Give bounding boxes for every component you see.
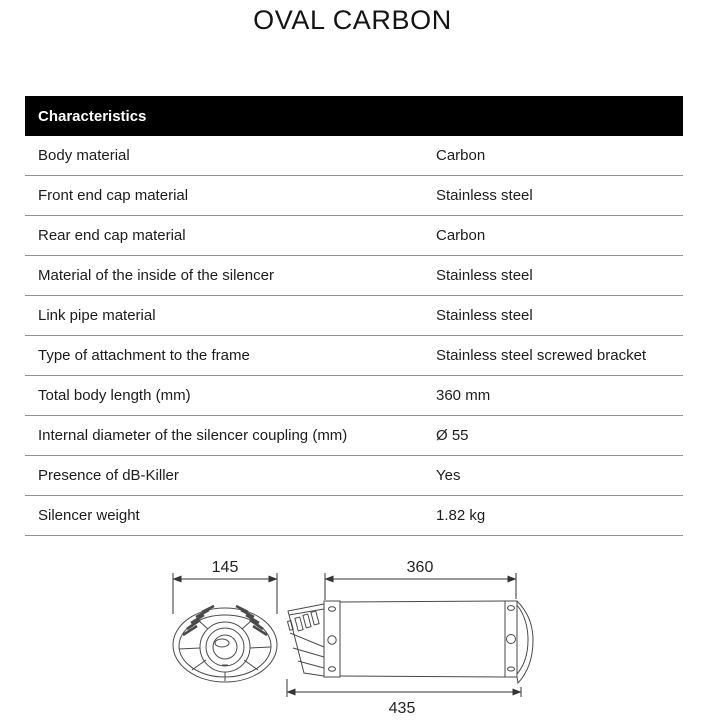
table-row: [25, 256, 683, 296]
spec-value: 1.82 kg: [436, 507, 486, 524]
table-body: [25, 136, 683, 536]
dimension-body-length: [325, 559, 516, 600]
dimension-total-length-label: 435: [388, 700, 416, 717]
technical-drawing: [0, 548, 705, 725]
table-row: [25, 296, 683, 336]
spec-label: Rear end cap material: [38, 227, 186, 244]
table-row: [25, 216, 683, 256]
side-view-inlet-cone: [288, 604, 324, 676]
dimension-body-length-label: 360: [406, 559, 434, 576]
table-header-label: Characteristics: [38, 107, 147, 125]
table-row: [25, 176, 683, 216]
spec-label: Front end cap material: [38, 187, 189, 204]
spec-value: Stainless steel: [436, 187, 533, 204]
front-view-right-vent-slots: [236, 606, 267, 635]
spec-label: Internal diameter of the silencer coupling (mm): [38, 427, 348, 444]
silencer-side-view: [288, 601, 533, 683]
spec-label: Presence of dB-Killer: [38, 467, 179, 484]
table-row: [25, 336, 683, 376]
spec-value: Carbon: [436, 227, 486, 244]
table-header: [25, 96, 683, 136]
silencer-front-view: [173, 606, 277, 682]
spec-value: Stainless steel: [436, 307, 533, 324]
table-row: [25, 136, 683, 176]
spec-label: Material of the inside of the silencer: [38, 267, 274, 284]
characteristics-table: [25, 96, 683, 536]
spec-label: Total body length (mm): [38, 387, 191, 404]
dimension-front-width-label: 145: [211, 559, 239, 576]
spec-label: Body material: [38, 147, 130, 164]
table-row: [25, 496, 683, 536]
spec-label: Link pipe material: [38, 307, 156, 324]
spec-value: 360 mm: [436, 387, 491, 404]
spec-value: Yes: [436, 467, 461, 484]
spec-value: Stainless steel: [436, 267, 533, 284]
page-title: OVAL CARBON: [253, 5, 452, 35]
spec-label: Silencer weight: [38, 507, 140, 524]
table-row: [25, 376, 683, 416]
spec-value: Carbon: [436, 147, 486, 164]
front-view-left-vent-slots: [183, 606, 214, 635]
table-row: [25, 456, 683, 496]
spec-value: Stainless steel screwed bracket: [436, 347, 647, 364]
spec-value: Ø 55: [436, 427, 469, 444]
dimension-total-length: [287, 679, 521, 717]
spec-label: Type of attachment to the frame: [38, 347, 250, 364]
table-row: [25, 416, 683, 456]
dimension-front-width: [173, 559, 277, 614]
